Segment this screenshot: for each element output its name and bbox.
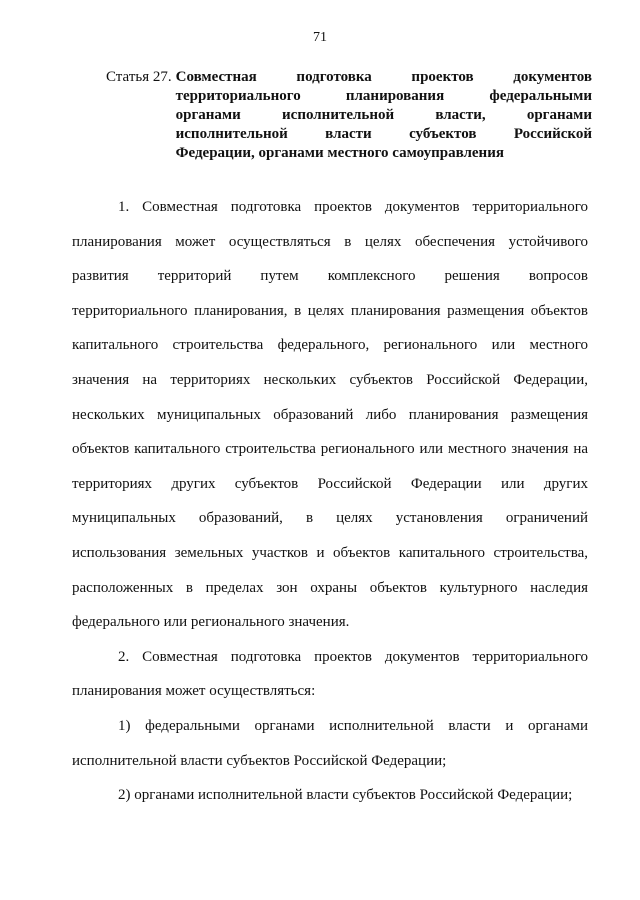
text-line: планирования может осуществляться: — [72, 683, 316, 700]
article-label: Статья 27. — [106, 69, 172, 85]
text-line: муниципальных образований, в целях установления ограничений — [72, 510, 588, 527]
article-title-line: исполнительной власти субъектов Российской — [175, 126, 592, 142]
text-line: 2. Совместная подготовка проектов документов территориального — [118, 648, 588, 665]
text-line: капитального строительства федерального, регионального или местного — [72, 337, 588, 354]
article-title-line: Федерации, органами местного самоуправления — [175, 145, 504, 161]
article-title — [176, 68, 592, 163]
article-body — [72, 190, 588, 813]
list-item-1 — [72, 709, 588, 778]
article-heading — [106, 68, 592, 163]
text-line: объектов капитального строительства регионального или местного значения на — [72, 441, 588, 458]
article-title-line: территориального планирования федеральными — [175, 88, 592, 104]
text-line: территориального планирования, в целях планирования размещения объектов — [72, 302, 588, 319]
text-line: 2) органами исполнительной власти субъектов Российской Федерации; — [118, 787, 573, 804]
text-line: значения на территориях нескольких субъектов Российской Федерации, — [72, 371, 588, 388]
article-title-line: Совместная подготовка проектов документов — [175, 69, 592, 85]
text-line: 1) федеральными органами исполнительной власти и органами — [118, 717, 588, 734]
text-line: планирования может осуществляться в целях обеспечения устойчивого — [72, 233, 588, 250]
text-line: использования земельных участков и объектов капитального строительства, — [72, 544, 588, 561]
text-line: территориях других субъектов Российской Федерации или других — [72, 475, 588, 492]
paragraph-2 — [72, 640, 588, 709]
text-line: федерального или регионального значения. — [72, 614, 350, 631]
text-line: 1. Совместная подготовка проектов документов территориального — [118, 199, 588, 215]
paragraph-1 — [72, 190, 588, 640]
page-number: 71 — [313, 30, 327, 45]
list-item-2 — [72, 778, 588, 813]
text-line: исполнительной власти субъектов Российской Федерации; — [72, 752, 447, 769]
text-line: расположенных в пределах зон охраны объектов культурного наследия — [72, 579, 588, 596]
article-title-line: органами исполнительной власти, органами — [175, 107, 592, 123]
text-line: нескольких муниципальных образований либо планирования размещения — [72, 406, 588, 423]
text-line: развития территорий путем комплексного решения вопросов — [72, 268, 588, 285]
